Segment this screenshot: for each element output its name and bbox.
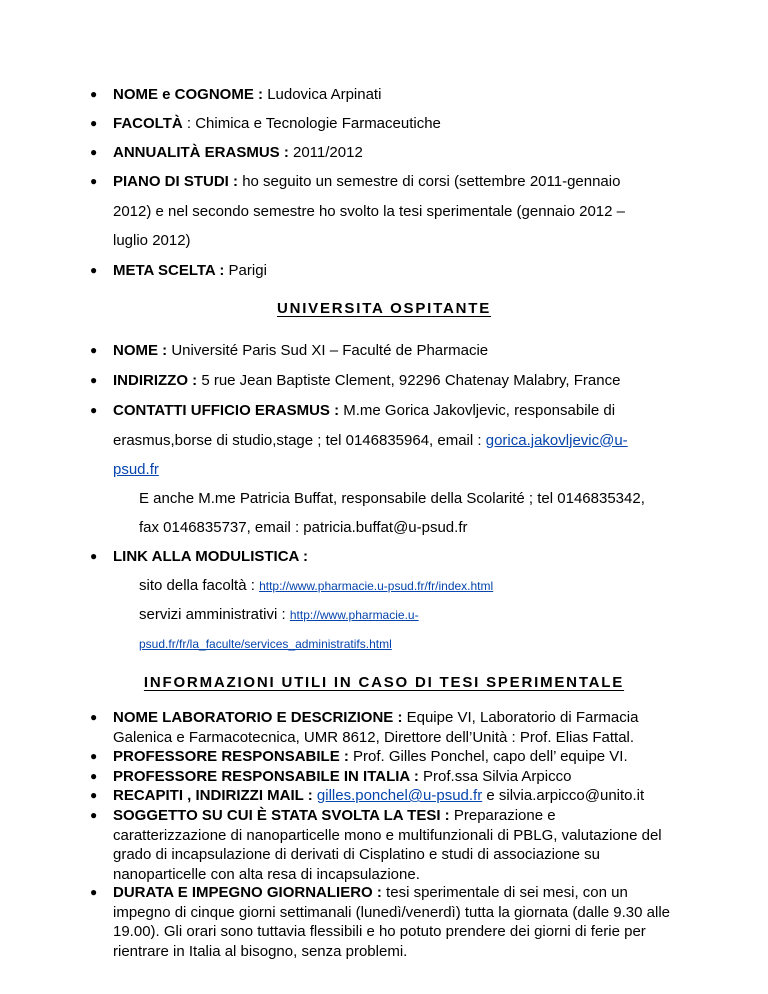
field-label: RECAPITI , INDIRIZZI MAIL :	[113, 787, 313, 804]
servizi-url-link-part2[interactable]: psud.fr/fr/la_faculte/services_administratifs.html	[139, 637, 392, 651]
field-value: tesi sperimentale di sei mesi, con un impegno di cinque giorni settimanali (lunedì/venerdì) tutta la giornata (dalle 9.30 alle 19.00). Gli orari sono tuttavia flessibili e ho potuto prendere dei giorni di ferie per rientrare in Italia al bisogno, senza problemi.	[113, 884, 670, 960]
field-value: Parigi	[228, 262, 267, 279]
list-item-professore	[90, 747, 673, 767]
servizi-url-line-2	[139, 629, 699, 660]
field-value: ho seguito un semestre di corsi (settembre 2011-gennaio 2012) e nel secondo semestre ho svolto la tesi sperimentale (gennaio 2012 – luglio 2012)	[113, 173, 625, 249]
list-item-piano	[90, 167, 658, 256]
field-label: INDIRIZZO :	[113, 372, 198, 389]
list-item-link-modulistica	[90, 542, 673, 572]
field-label: NOME e COGNOME :	[113, 86, 264, 103]
list-item-univ-nome	[90, 336, 673, 366]
field-value: M.me Gorica Jakovljevic, responsabile di erasmus,borse di studio,stage ; tel 0146835964, email :	[113, 402, 616, 449]
contatti-extra-line-1: E anche M.me Patricia Buffat, responsabile della Scolarité ; tel 0146835342,	[139, 490, 645, 507]
field-label: PROFESSORE RESPONSABILE :	[113, 748, 349, 765]
field-label: FACOLTÀ	[113, 115, 183, 132]
field-label: SOGGETTO SU CUI È STATA SVOLTA LA TESI :	[113, 807, 450, 824]
field-label: PIANO DI STUDI :	[113, 173, 239, 190]
sito-line	[139, 571, 699, 602]
field-value: Equipe VI, Laboratorio di Farmacia Galenica e Farmacotecnica, UMR 8612, Direttore dell’Unità : Prof. Elias Fattal.	[113, 709, 639, 746]
field-label: CONTATTI UFFICIO ERASMUS :	[113, 402, 340, 419]
sito-label: sito della facoltà :	[139, 577, 260, 594]
field-label: META SCELTA :	[113, 262, 225, 279]
bullet: ●	[90, 549, 98, 563]
email-link-ponchel[interactable]: gilles.ponchel@u-psud.fr	[316, 787, 483, 804]
bullet: ●	[90, 174, 98, 188]
section-heading-universita: UNIVERSITA OSPITANTE	[276, 300, 492, 317]
bullet: ●	[90, 710, 98, 724]
list-item-soggetto	[90, 806, 673, 884]
field-label: NOME :	[113, 342, 168, 359]
list-item-contatti	[90, 396, 658, 485]
servizi-url-link-part1[interactable]: http://www.pharmacie.u-	[289, 608, 419, 622]
bullet: ●	[90, 145, 98, 159]
list-item-durata	[90, 883, 673, 961]
bullet: ●	[90, 116, 98, 130]
contatti-extra-line-2: fax 0146835737, email : patricia.buffat@u-psud.fr	[139, 519, 468, 536]
servizi-label: servizi amministrativi :	[139, 606, 290, 623]
section-heading-tesi: INFORMAZIONI UTILI IN CASO DI TESI SPERIMENTALE	[143, 674, 625, 691]
bullet: ●	[90, 373, 98, 387]
bullet: ●	[90, 403, 98, 417]
field-label: DURATA E IMPEGNO GIORNALIERO :	[113, 884, 382, 901]
field-value: Prof.ssa Silvia Arpicco	[418, 768, 572, 785]
servizi-line	[139, 600, 699, 631]
bullet: ●	[90, 263, 98, 277]
field-value: Preparazione e caratterizzazione di nanoparticelle mono e multifunzionali di PBLG, valutazione del grado di incapsulazione di derivati di Cisplatino e studi di associazione su nanoparticelle con alta resa di incapsulazione.	[113, 807, 662, 883]
field-label: PROFESSORE RESPONSABILE IN ITALIA :	[113, 768, 419, 785]
list-item-facolta	[90, 109, 673, 139]
field-label: NOME LABORATORIO E DESCRIZIONE :	[113, 709, 403, 726]
list-item-meta	[90, 256, 673, 286]
field-value: : Chimica e Tecnologie Farmaceutiche	[182, 115, 441, 132]
list-item-nome	[90, 80, 673, 110]
bullet: ●	[90, 788, 98, 802]
bullet: ●	[90, 885, 98, 899]
field-value: Université Paris Sud XI – Faculté de Pharmacie	[171, 342, 489, 359]
list-item-annualita	[90, 138, 673, 168]
list-item-laboratorio	[90, 708, 663, 747]
sito-url-link[interactable]: http://www.pharmacie.u-psud.fr/fr/index.html	[259, 579, 494, 593]
list-item-recapiti	[90, 786, 703, 806]
list-item-professore-italia	[90, 767, 673, 787]
bullet: ●	[90, 769, 98, 783]
field-value: 2011/2012	[293, 144, 363, 161]
bullet: ●	[90, 808, 98, 822]
bullet: ●	[90, 343, 98, 357]
field-label: ANNUALITÀ ERASMUS :	[113, 144, 289, 161]
field-value: 5 rue Jean Baptiste Clement, 92296 Chatenay Malabry, France	[201, 372, 621, 389]
bullet: ●	[90, 87, 98, 101]
field-value: Ludovica Arpinati	[267, 86, 382, 103]
email-link-gorica[interactable]: gorica.jakovljevic@u-psud.fr	[113, 431, 628, 478]
field-value: e silvia.arpicco@unito.it	[482, 787, 645, 804]
field-label: LINK ALLA MODULISTICA :	[113, 548, 308, 565]
bullet: ●	[90, 749, 98, 763]
list-item-indirizzo	[90, 366, 693, 396]
field-value: Prof. Gilles Ponchel, capo dell’ equipe VI.	[348, 748, 628, 765]
